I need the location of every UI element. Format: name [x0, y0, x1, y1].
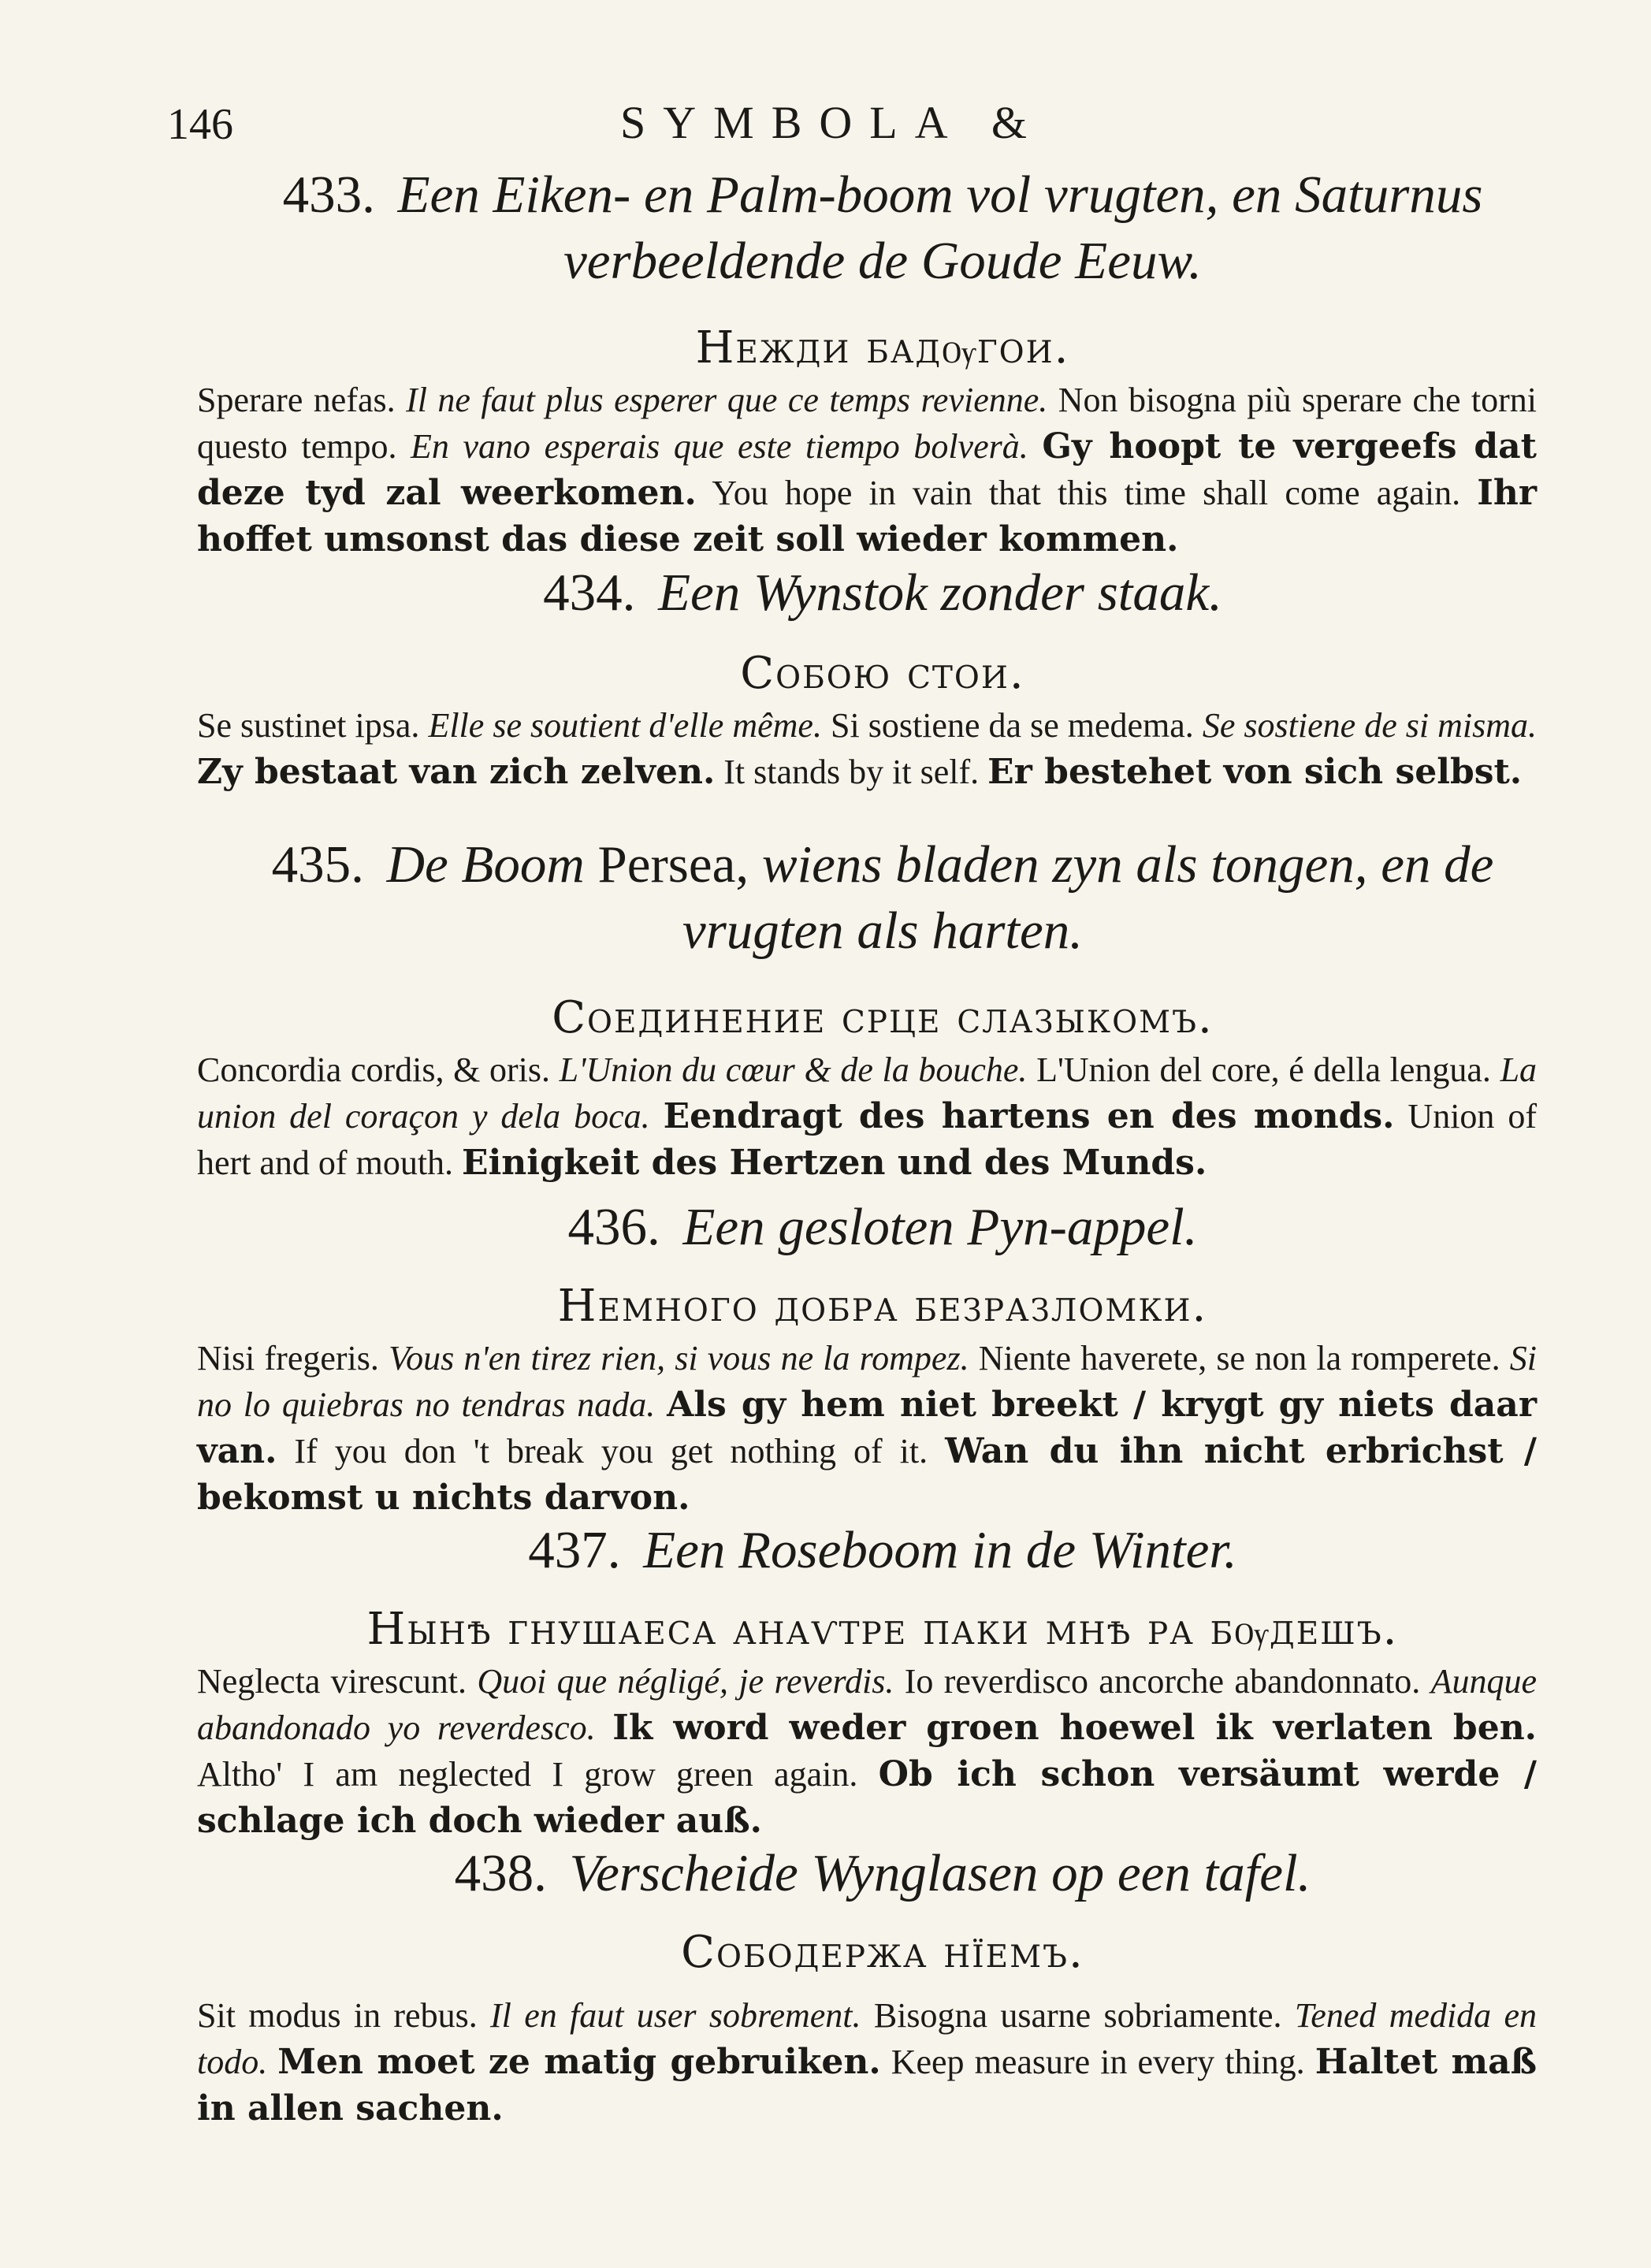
dutch-motto: Gy hoopt te vergeefs dat deze tyd zal weerkomen.	[197, 426, 1538, 513]
english-motto: Keep measure in every thing.	[891, 2043, 1305, 2081]
english-motto: You hope in vain that this time shall come again.	[712, 474, 1461, 512]
entry-number: 433.	[282, 165, 375, 224]
dutch-motto: Zy bestaat van zich zelven.	[197, 752, 716, 792]
emblem-entry-437	[0, 1517, 1651, 1844]
entry-number: 438.	[454, 1844, 547, 1902]
entry-number: 436.	[567, 1198, 660, 1256]
dutch-motto: Ik word weder groen hoewel ik verlaten ben.	[612, 1708, 1538, 1748]
entry-title: Een Eiken- en Palm-boom vol vrugten, en Saturnus verbeeldende de Goude Eeuw.	[397, 165, 1483, 290]
slavonic-motto: Нежди бадѹгои.	[695, 322, 1070, 374]
running-title: SYMBOLA &	[620, 97, 1045, 148]
english-motto: Union of hert and of mouth.	[197, 1097, 1538, 1182]
english-motto: If you don 't break you get nothing of it.	[294, 1432, 928, 1470]
emblem-entry-434	[0, 560, 1651, 795]
entry-title: Een Roseboom in de Winter.	[643, 1521, 1237, 1579]
entry-heading	[197, 1517, 1568, 1583]
entry-title: Verscheide Wynglasen op een tafel.	[569, 1844, 1311, 1902]
entry-title-part3: wiens bladen zyn als tongen, en de vrugten als harten.	[682, 835, 1494, 960]
entry-number: 435.	[271, 835, 364, 894]
slavonic-motto: Сободержа нїемъ.	[681, 1927, 1084, 1978]
translations	[197, 377, 1537, 563]
latin-motto: Neglecta virescunt.	[197, 1662, 467, 1701]
italian-motto: Si sostiene da se medema.	[831, 706, 1194, 745]
entry-title: Een Wynstok zonder staak.	[658, 563, 1222, 622]
entry-number: 437.	[528, 1521, 621, 1579]
spanish-motto: Tened medida en todo.	[197, 1996, 1538, 2081]
latin-motto: Se sustinet ipsa.	[197, 706, 420, 745]
italian-motto: Non bisogna più sperare che torni questo tempo.	[197, 381, 1538, 466]
entry-title-part1: De Boom	[386, 835, 585, 894]
translations	[197, 1992, 1537, 2132]
page-number: 146	[167, 100, 233, 149]
latin-motto: Sperare nefas.	[197, 381, 396, 419]
german-motto: Haltet maß in allen sachen.	[197, 2042, 1538, 2129]
translations	[197, 1658, 1537, 1844]
entry-title-part2: Persea,	[597, 835, 749, 894]
latin-motto: Nisi fregeris.	[197, 1339, 379, 1378]
entry-heading	[197, 1840, 1568, 1906]
latin-motto: Sit modus in rebus.	[197, 1996, 478, 2035]
translations	[197, 702, 1537, 795]
translations	[197, 1047, 1537, 1186]
entry-heading	[197, 162, 1568, 294]
spanish-motto: Aunque abandonado yo reverdesco.	[197, 1662, 1537, 1747]
french-motto: Vous n'en tirez rien, si vous ne la rompez.	[389, 1339, 969, 1378]
slavonic-motto: Немного добра безразломки.	[557, 1281, 1208, 1332]
entry-number: 434.	[543, 563, 636, 622]
german-motto: Ob ich schon versäumt werde / schlage ich doch wieder auß.	[197, 1754, 1538, 1841]
italian-motto: Niente haverete, se non la romperete.	[978, 1339, 1500, 1378]
dutch-motto: Als gy hem niet breekt / krygt gy niets daar van.	[197, 1385, 1537, 1471]
emblem-entry-438	[0, 1840, 1651, 2132]
entry-heading	[197, 560, 1568, 626]
emblem-entry-435	[0, 831, 1651, 1186]
spanish-motto: Se sostiene de si misma.	[1202, 706, 1538, 745]
slavonic-motto: Нынѣ гнушаеса анаѵтре паки мнѣ ра бѹдешъ.	[366, 1604, 1399, 1655]
spanish-motto: La union del coraçon y dela boca.	[197, 1050, 1538, 1136]
entry-heading	[197, 1194, 1568, 1260]
emblem-entry-436	[0, 1194, 1651, 1521]
slavonic-motto: Собою стои.	[740, 648, 1025, 699]
italian-motto: Bisogna usarne sobriamente.	[873, 1996, 1282, 2035]
french-motto: Il en faut user sobrement.	[490, 1996, 861, 2035]
dutch-motto: Eendragt des hartens en des monds.	[663, 1096, 1395, 1136]
dutch-motto: Men moet ze matig gebruiken.	[277, 2042, 881, 2082]
slavonic-motto: Соединение срце слазыкомъ.	[552, 992, 1214, 1043]
french-motto: Il ne faut plus esperer que ce temps revienne.	[406, 381, 1048, 419]
german-motto: Er bestehet von sich selbst.	[987, 752, 1523, 792]
entry-heading	[197, 831, 1568, 964]
german-motto: Wan du ihn nicht erbrichst / bekomst u nichts darvon.	[197, 1431, 1538, 1518]
english-motto: Altho' I am neglected I grow green again.	[197, 1755, 858, 1794]
german-motto: Ihr hoffet umsonst das diese zeit soll wieder kommen.	[197, 473, 1538, 560]
english-motto: It stands by it self.	[723, 753, 980, 791]
spanish-motto: Si no lo quiebras no tendras nada.	[197, 1339, 1538, 1424]
italian-motto: Io reverdisco ancorche abandonnato.	[904, 1662, 1421, 1701]
page-header	[167, 96, 1562, 159]
italian-motto: L'Union del core, é della lengua.	[1036, 1050, 1491, 1089]
french-motto: Quoi que négligé, je reverdis.	[477, 1662, 894, 1701]
german-motto: Einigkeit des Hertzen und des Munds.	[462, 1143, 1207, 1183]
entry-title: Een gesloten Pyn-appel.	[682, 1198, 1198, 1256]
spanish-motto: En vano esperais que este tiempo bolverà.	[411, 427, 1028, 466]
french-motto: L'Union du cœur & de la bouche.	[559, 1050, 1028, 1089]
french-motto: Elle se soutient d'elle même.	[428, 706, 822, 745]
emblem-entry-433	[0, 162, 1651, 563]
translations	[197, 1335, 1537, 1521]
latin-motto: Concordia cordis, & oris.	[197, 1050, 550, 1089]
